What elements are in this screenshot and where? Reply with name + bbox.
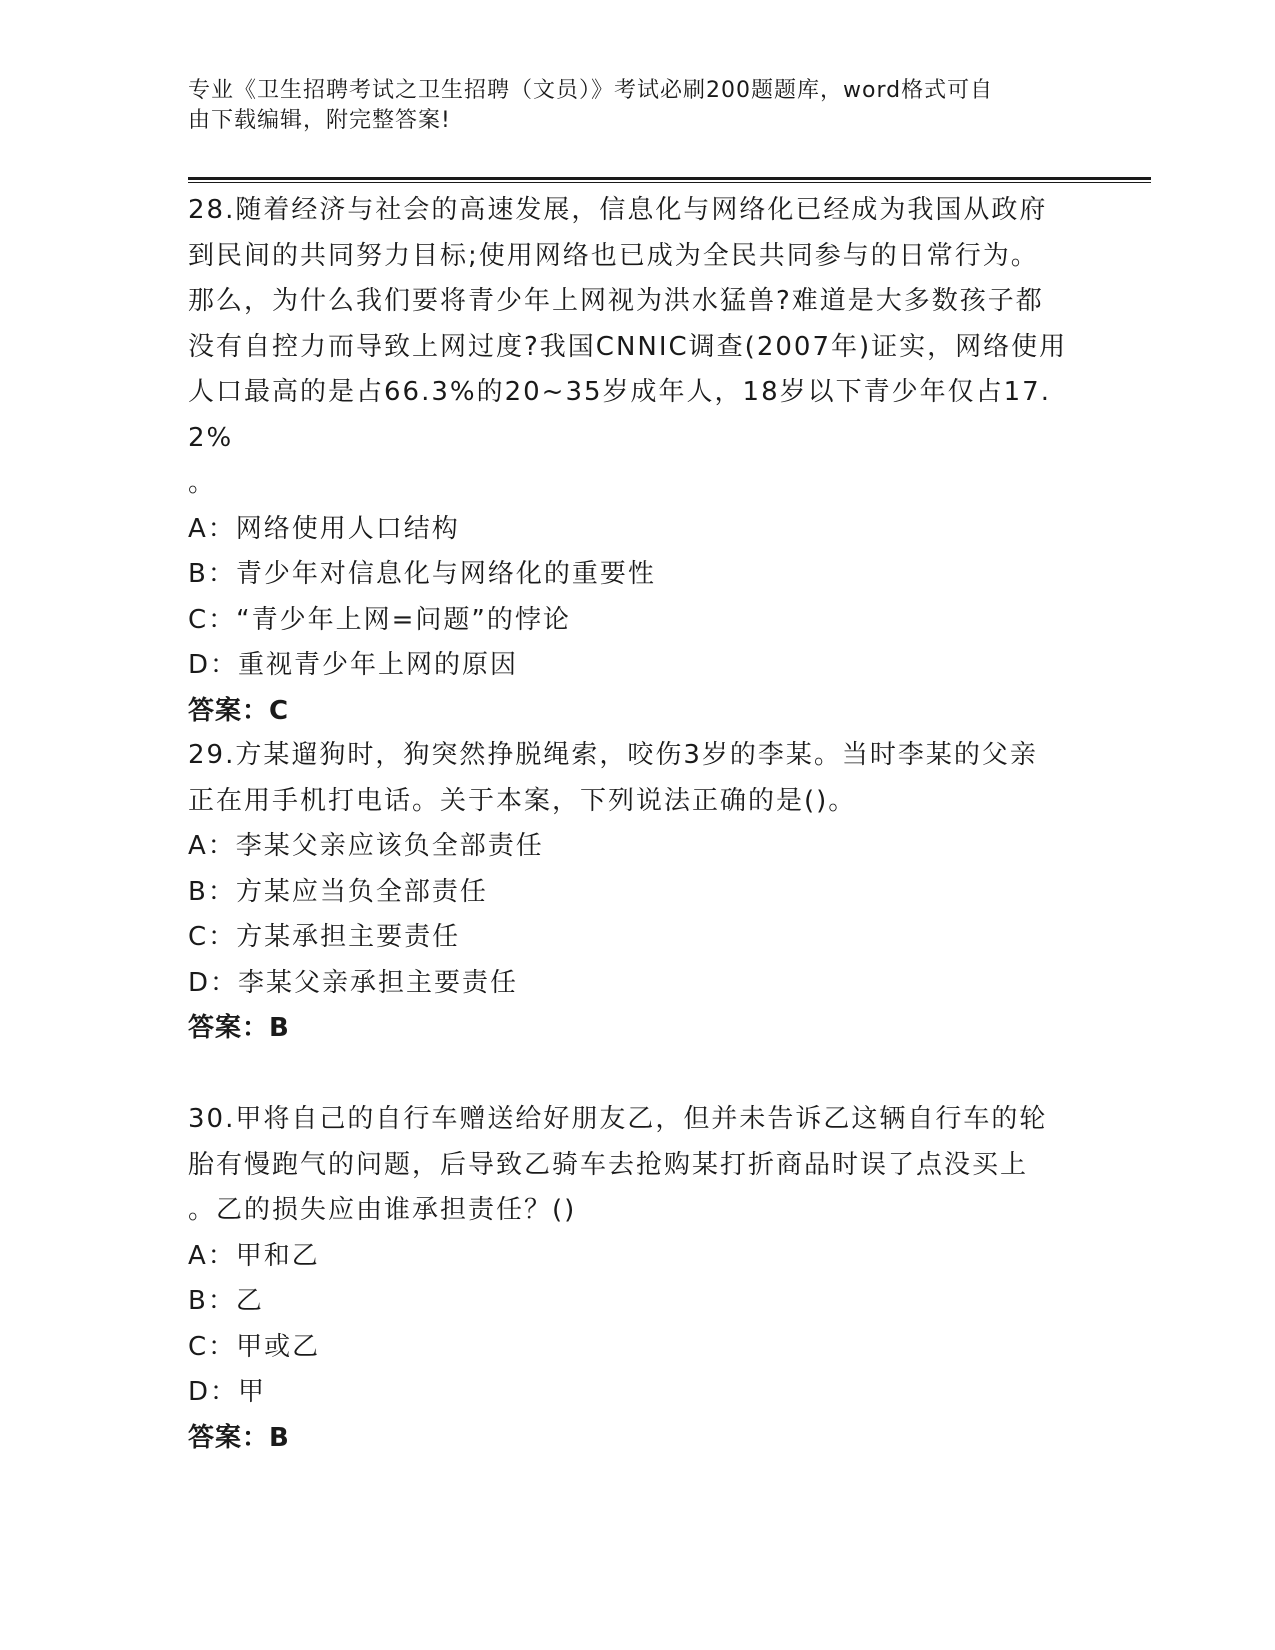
question-stem-line: 。 — [188, 468, 217, 498]
option-a: A：李某父亲应该负全部责任 — [188, 831, 544, 861]
option-c: C：甲或乙 — [188, 1331, 321, 1362]
question-30 — [188, 1097, 1088, 1461]
question-28 — [188, 188, 1088, 734]
option-b: B：青少年对信息化与网络化的重要性 — [188, 559, 656, 589]
header-divider-thin — [188, 182, 1151, 183]
question-stem-line: 到民间的共同努力目标;使用网络也已成为全民共同参与的日常行为。 — [188, 240, 1039, 271]
answer-line: 答案：B — [188, 1422, 290, 1453]
header-line-2: 由下载编辑，附完整答案! — [188, 108, 451, 133]
option-b: B：乙 — [188, 1286, 264, 1316]
question-stem-line: 那么，为什么我们要将青少年上网视为洪水猛兽?难道是大多数孩子都 — [188, 286, 1044, 316]
document-header — [188, 76, 1068, 136]
question-29 — [188, 733, 1088, 1052]
question-stem-line: 正在用手机打电话。关于本案，下列说法正确的是()。 — [188, 785, 857, 816]
answer-line: 答案：C — [188, 695, 290, 726]
question-stem-line: 。乙的损失应由谁承担责任？() — [188, 1195, 577, 1225]
option-d: D：重视青少年上网的原因 — [188, 650, 519, 680]
option-d: D：李某父亲承担主要责任 — [188, 967, 519, 998]
option-a: A：甲和乙 — [188, 1240, 320, 1271]
question-stem-line: 28.随着经济与社会的高速发展，信息化与网络化已经成为我国从政府 — [188, 195, 1048, 225]
header-line-1: 专业《卫生招聘考试之卫生招聘（文员）》考试必刷200题题库，word格式可自 — [188, 78, 994, 103]
option-a: A：网络使用人口结构 — [188, 513, 460, 544]
answer-line: 答案：B — [188, 1013, 290, 1043]
question-stem-line: 29.方某遛狗时，狗突然挣脱绳索，咬伤3岁的李某。当时李某的父亲 — [188, 740, 1038, 770]
option-c: C：“青少年上网=问题”的悖论 — [188, 604, 571, 635]
question-stem-line: 人口最高的是占66.3%的20~35岁成年人，18岁以下青少年仅占17.2% — [188, 377, 1051, 453]
option-c: C：方某承担主要责任 — [188, 922, 461, 952]
question-stem-line: 30.甲将自己的自行车赠送给好朋友乙，但并未告诉乙这辆自行车的轮 — [188, 1104, 1048, 1134]
question-stem-line: 没有自控力而导致上网过度?我国CNNIC调查(2007年)证实，网络使用 — [188, 331, 1068, 362]
header-divider-thick — [188, 177, 1151, 180]
option-b: B：方某应当负全部责任 — [188, 876, 488, 907]
question-stem-line: 胎有慢跑气的问题，后导致乙骑车去抢购某打折商品时误了点没买上 — [188, 1149, 1029, 1180]
option-d: D：甲 — [188, 1377, 267, 1407]
